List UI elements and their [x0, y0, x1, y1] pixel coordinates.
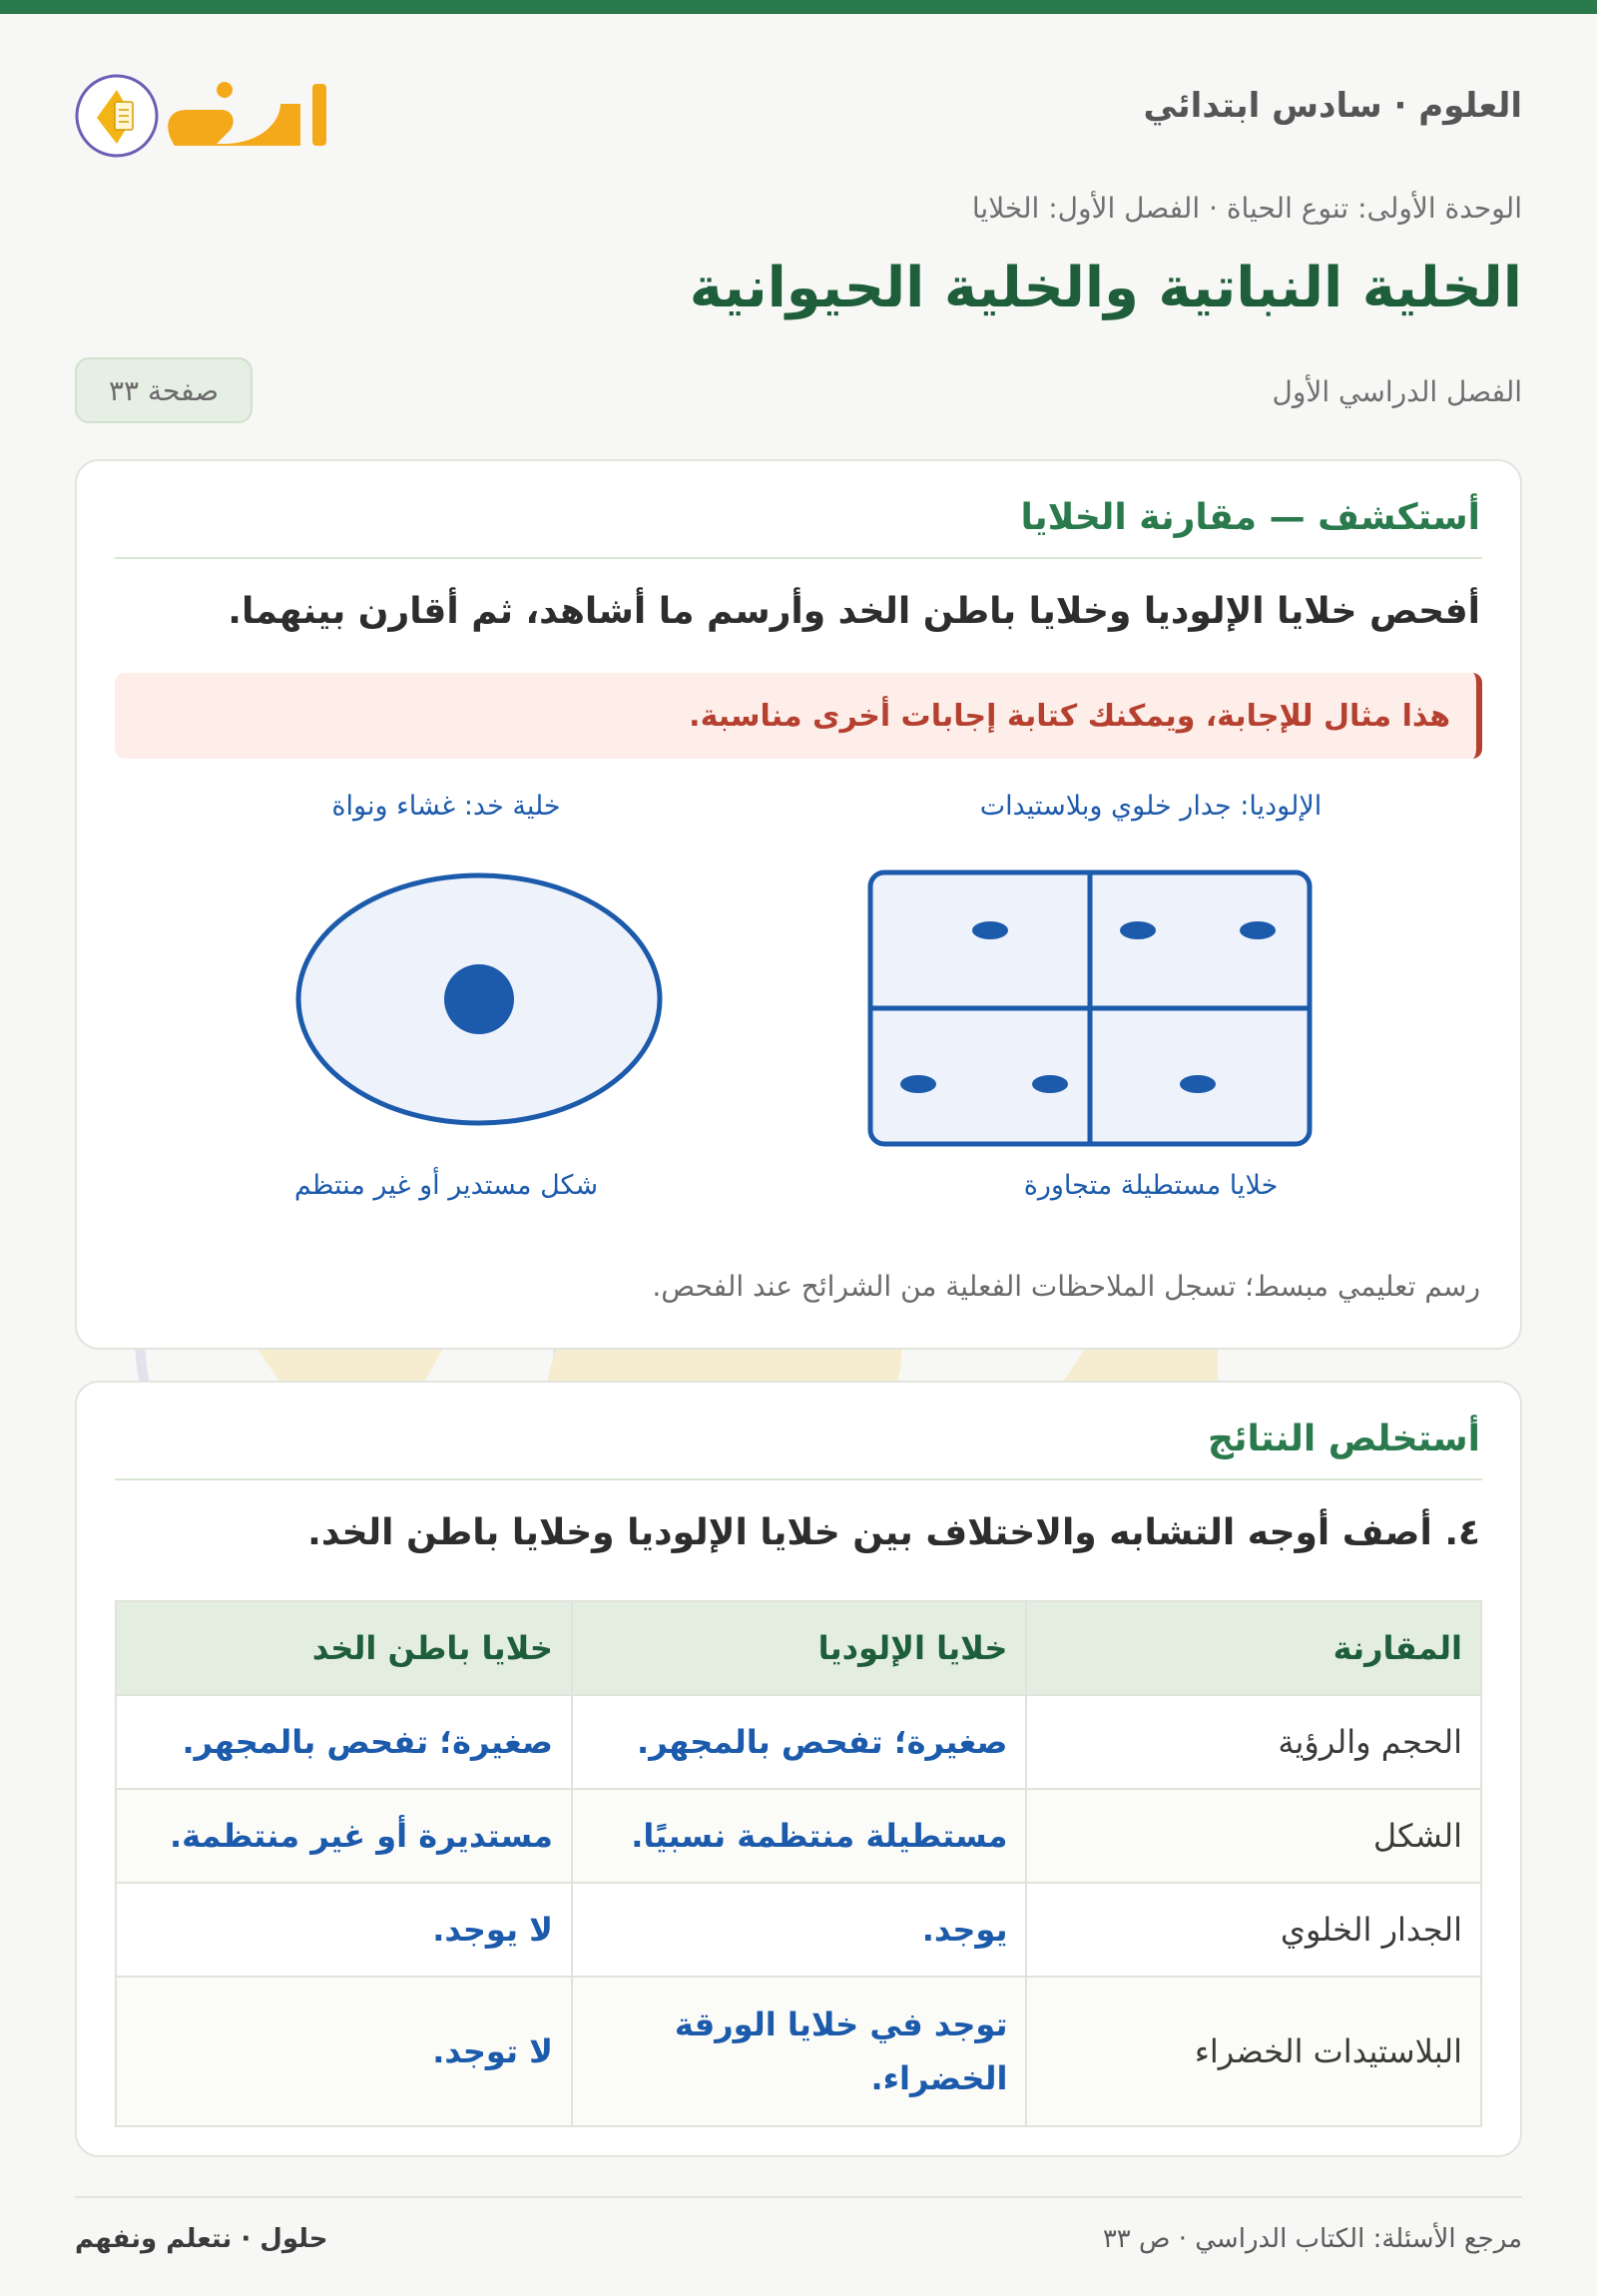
- column-header: المقارنة: [1026, 1601, 1481, 1695]
- conclude-heading: أستخلص النتائج: [1208, 1419, 1480, 1459]
- explore-divider: [115, 557, 1482, 559]
- subject-label: العلوم · سادس ابتدائي: [1143, 86, 1522, 126]
- breadcrumb: الوحدة الأولى: تنوع الحياة · الفصل الأول: الخلايا: [971, 192, 1522, 225]
- chloroplast: [1032, 1075, 1068, 1093]
- elodea-top-label: الإلوديا: جدار خلوي وبلاستيدات: [979, 791, 1323, 822]
- conclude-card: [75, 1381, 1522, 2157]
- elodea-bottom-label: خلايا مستطيلة متجاورة: [1023, 1170, 1279, 1201]
- cells-diagram: [77, 781, 1520, 1280]
- row-label: البلاستيدات الخضراء: [1026, 1977, 1481, 2126]
- page-title: الخلية النباتية والخلية الحيوانية: [689, 256, 1522, 320]
- term-label: الفصل الدراسي الأول: [1272, 375, 1522, 408]
- diagram-caption: رسم تعليمي مبسط؛ تسجل الملاحظات الفعلية من الشرائح عند الفحص.: [652, 1270, 1480, 1303]
- cheek-bottom-label: شكل مستدير أو غير منتظم: [293, 1170, 599, 1201]
- page-number-badge: صفحة ٣٣: [75, 357, 253, 423]
- chloroplast: [900, 1075, 936, 1093]
- conclude-divider: [115, 1478, 1482, 1480]
- hulul-logo[interactable]: [75, 66, 344, 166]
- elodea-cells-drawing: [870, 872, 1310, 1144]
- elodea-answer: يوجد.: [572, 1883, 1027, 1977]
- nucleus: [444, 964, 514, 1034]
- footer-reference: مرجع الأسئلة: الكتاب الدراسي · ص ٣٣: [1102, 2224, 1522, 2254]
- table-row: [116, 1977, 1481, 2126]
- top-accent-bar: [0, 0, 1597, 14]
- elodea-answer: توجد في خلايا الورقة الخضراء.: [572, 1977, 1027, 2126]
- chloroplast: [1240, 921, 1276, 939]
- elodea-answer: صغيرة؛ تفحص بالمجهر.: [572, 1695, 1027, 1789]
- column-header: خلايا باطن الخد: [116, 1601, 572, 1695]
- header: [75, 60, 1522, 160]
- comparison-table: [115, 1600, 1482, 2127]
- example-answer-note: هذا مثال للإجابة، ويمكنك كتابة إجابات أخرى مناسبة.: [115, 673, 1482, 759]
- cells-drawing: [77, 781, 1520, 1280]
- cheek-top-label: خلية خد: غشاء ونواة: [331, 791, 561, 822]
- table-row: [116, 1789, 1481, 1883]
- conclude-question: ٤. أصف أوجه التشابه والاختلاف بين خلايا الإلوديا وخلايا باطن الخد.: [307, 1512, 1480, 1553]
- explore-question: أفحص خلايا الإلوديا وخلايا باطن الخد وأرسم ما أشاهد، ثم أقارن بينهما.: [228, 591, 1480, 632]
- row-label: الجدار الخلوي: [1026, 1883, 1481, 1977]
- cheek-answer: لا توجد.: [116, 1977, 572, 2126]
- footer-brand: حلول · نتعلم ونفهم: [75, 2224, 328, 2254]
- elodea-answer: مستطيلة منتظمة نسبيًا.: [572, 1789, 1027, 1883]
- footer-divider: [75, 2196, 1522, 2198]
- chloroplast: [1120, 921, 1156, 939]
- table-row: [116, 1883, 1481, 1977]
- chloroplast: [972, 921, 1008, 939]
- row-label: الشكل: [1026, 1789, 1481, 1883]
- explore-heading: أستكشف — مقارنة الخلايا: [1020, 497, 1480, 538]
- cheek-answer: لا يوجد.: [116, 1883, 572, 1977]
- cheek-answer: صغيرة؛ تفحص بالمجهر.: [116, 1695, 572, 1789]
- chloroplast: [1180, 1075, 1216, 1093]
- cheek-cell-drawing: [298, 875, 660, 1123]
- table-header-row: [116, 1601, 1481, 1695]
- cheek-answer: مستديرة أو غير منتظمة.: [116, 1789, 572, 1883]
- explore-card: [75, 459, 1522, 1350]
- row-label: الحجم والرؤية: [1026, 1695, 1481, 1789]
- table-row: [116, 1695, 1481, 1789]
- column-header: خلايا الإلوديا: [572, 1601, 1027, 1695]
